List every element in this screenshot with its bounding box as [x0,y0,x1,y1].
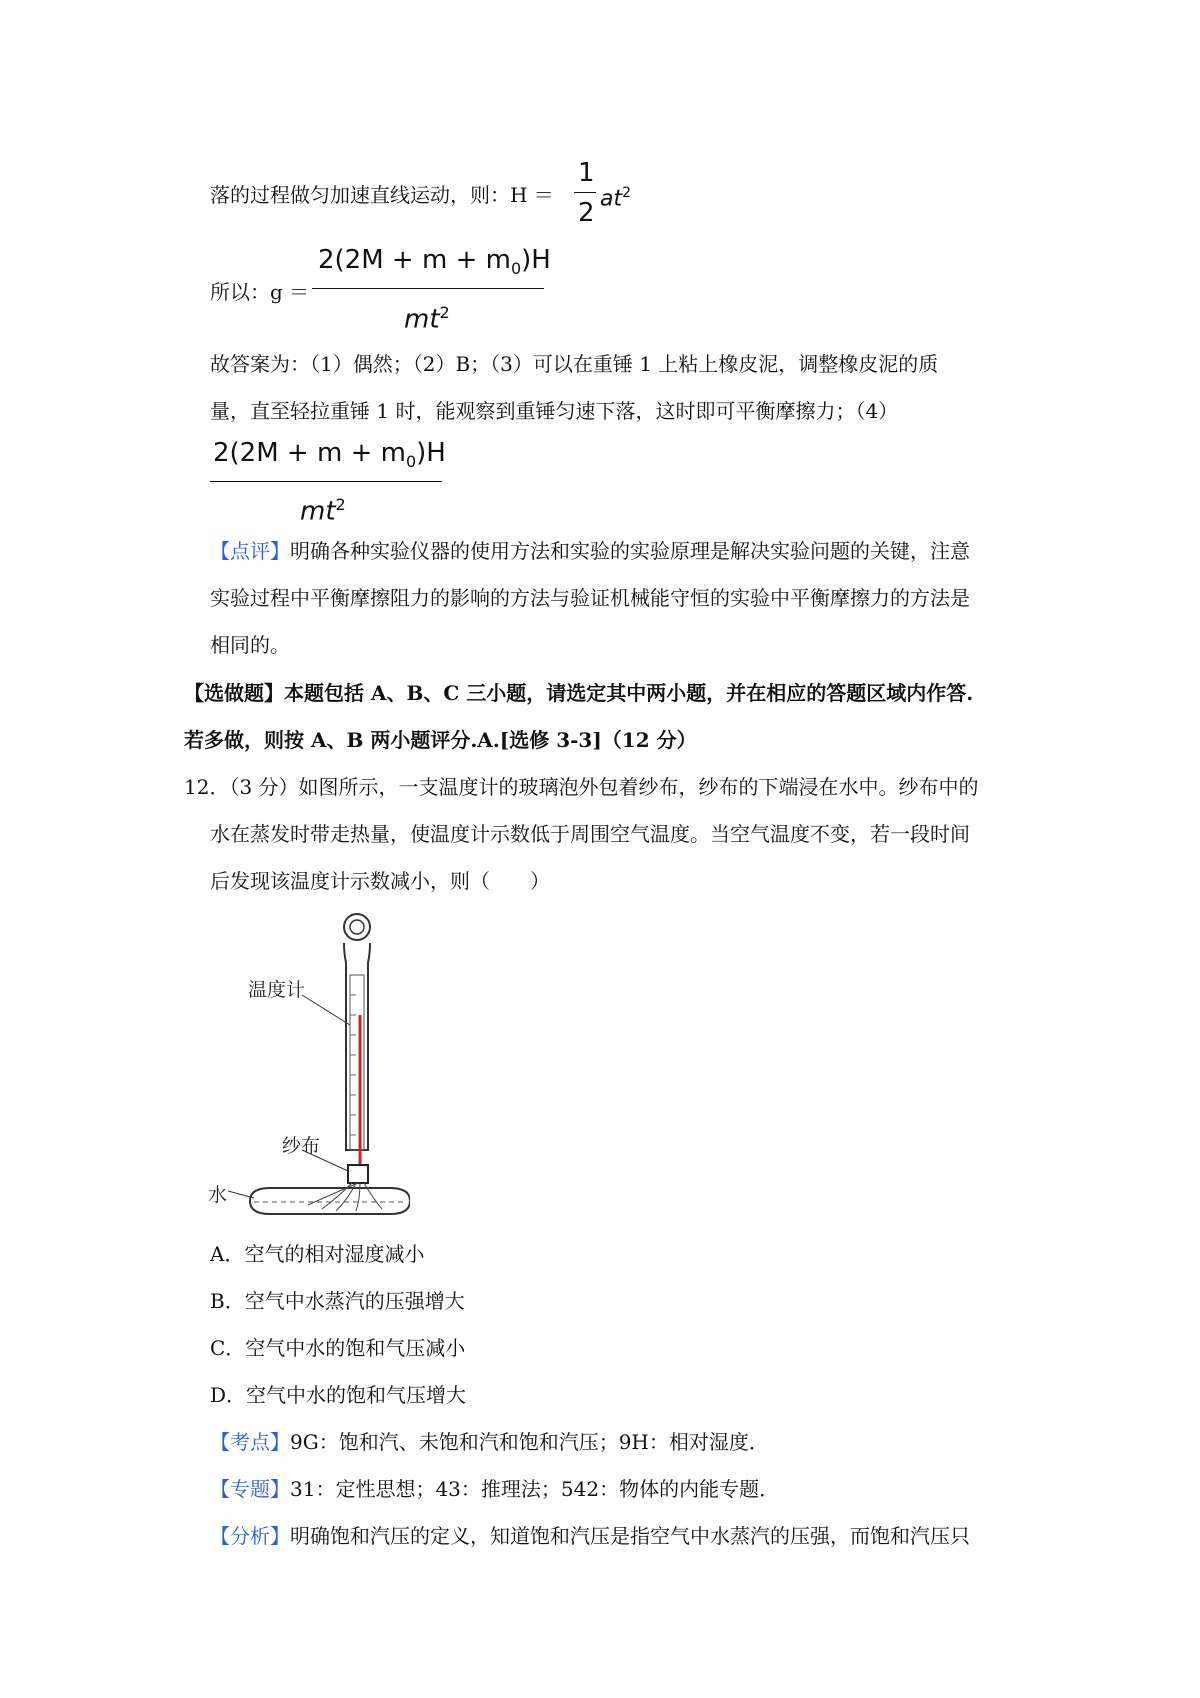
gauze-wrap [348,1165,368,1183]
fenxi-line [210,1522,970,1550]
g-num-main: 2(2M + m + m [318,245,511,275]
label-water: 水 [208,1184,228,1206]
g-fraction-denominator [404,298,450,335]
comment-line-2: 实验过程中平衡摩擦阻力的影响的方法与验证机械能守恒的实验中平衡摩擦力的方法是 [210,586,970,610]
a4-num-tail: )H [416,438,446,468]
comment-line-3: 相同的。 [210,633,290,657]
question-line-2: 水在蒸发时带走热量，使温度计示数低于周围空气温度。当空气温度不变，若一段时间 [210,822,970,846]
g-den-exp: 2 [439,303,450,322]
thermometer-figure [210,905,410,1225]
elective-line-2: 若多做，则按 A、B 两小题评分.A.[选修 3-3]（12 分） [184,728,697,752]
a4-den-exp: 2 [335,495,346,514]
question-line-3: 后发现该温度计示数减小，则（ ） [210,869,550,893]
var-at: at [600,186,623,212]
scale-ticks [350,995,356,1135]
fraction-half-denominator: 2 [578,198,595,228]
solution-line-1: 落的过程做匀加速直线运动，则：H ＝ [210,183,554,207]
fenxi-tag: 【分析】 [210,1524,290,1548]
label-thermometer: 温度计 [248,979,306,1001]
g-fraction-numerator [318,245,551,284]
exp-2: 2 [622,185,632,201]
kaodian-line [210,1428,769,1456]
kaodian-tag: 【考点】 [210,1430,290,1454]
fraction-half-numerator: 1 [578,158,595,188]
thermometer-ring-inner [350,920,364,934]
zhuanti-text: 31：定性思想；43：推理法；542：物体的内能专题． [290,1477,780,1501]
solution-line-2: 所以：g ＝ [210,280,310,304]
thermometer-ring-outer [344,914,370,940]
kaodian-text: 9G：饱和汽、未饱和汽和饱和汽压；9H：相对湿度． [290,1430,769,1454]
answer4-fraction-numerator [213,438,446,477]
option-b: B．空气中水蒸汽的压强增大 [210,1289,465,1313]
a4-den-var: mt [300,496,336,527]
option-d: D．空气中水的饱和气压增大 [210,1383,467,1407]
answer-line-2: 量，直至轻拉重锤 1 时，能观察到重锤匀速下落，这时即可平衡摩擦力；（4） [210,399,899,423]
comment-tag: 【点评】 [210,539,290,563]
a4-num-main: 2(2M + m + m [213,438,406,468]
formula-at-squared [600,178,631,214]
thermometer-scale [350,975,364,1150]
fenxi-text: 明确饱和汽压的定义，知道饱和汽压是指空气中水蒸汽的压强，而饱和汽压只 [290,1524,970,1548]
zhuanti-tag: 【专题】 [210,1477,290,1501]
zhuanti-line [210,1475,779,1503]
option-a: A．空气的相对湿度减小 [210,1242,425,1266]
thermometer-pointer [302,995,350,1025]
a4-num-sub: 0 [405,452,417,472]
answer4-fraction-denominator [300,490,346,527]
g-den-var: mt [404,304,440,335]
g-fraction-bar [312,288,544,289]
answer-line-1: 故答案为：（1）偶然；（2）B；（3）可以在重锤 1 上粘上橡皮泥，调整橡皮泥的质 [210,352,939,376]
question-line-1: 12．（3 分）如图所示，一支温度计的玻璃泡外包着纱布，纱布的下端浸在水中。纱布中的 [184,775,979,799]
water-dish [250,1188,410,1214]
comment-text-1: 明确各种实验仪器的使用方法和实验的实验原理是解决实验问题的关键，注意 [290,539,970,563]
comment-line-1 [210,537,970,565]
g-num-tail: )H [521,245,551,275]
g-num-sub: 0 [510,259,522,279]
label-gauze: 纱布 [282,1135,321,1157]
fraction-half-bar [574,192,596,193]
option-c: C．空气中水的饱和气压减小 [210,1336,466,1360]
elective-line-1: 【选做题】本题包括 A、B、C 三小题，请选定其中两小题，并在相应的答题区域内作答. [184,681,974,705]
water-pointer [228,1191,254,1198]
answer4-fraction-bar [210,481,442,482]
thermometer-tube [344,943,370,1150]
